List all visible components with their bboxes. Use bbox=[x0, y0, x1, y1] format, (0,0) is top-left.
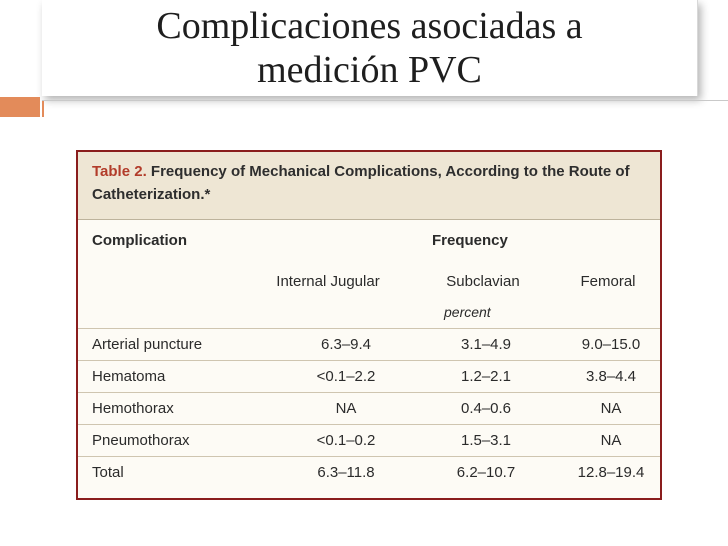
table-caption-text: Frequency of Mechanical Complications, According to the Route of Catheterization.* bbox=[92, 163, 630, 203]
row-separator bbox=[78, 360, 660, 361]
cell-pneumothorax-internal-jugular: <0.1–0.2 bbox=[316, 432, 376, 449]
row-label-pneumothorax: Pneumothorax bbox=[92, 432, 190, 449]
row-label-hemothorax: Hemothorax bbox=[92, 400, 174, 417]
cell-arterial-puncture-subclavian: 3.1–4.9 bbox=[460, 336, 512, 353]
cell-hematoma-subclavian: 1.2–2.1 bbox=[460, 368, 512, 385]
table-caption bbox=[78, 152, 660, 220]
cell-arterial-puncture-internal-jugular: 6.3–9.4 bbox=[320, 336, 372, 353]
slide-title-line-2: medición PVC bbox=[257, 49, 482, 91]
cell-hematoma-internal-jugular: <0.1–2.2 bbox=[316, 368, 376, 385]
slide-title bbox=[42, 4, 697, 92]
table-number: Table 2. bbox=[92, 163, 147, 180]
cell-pneumothorax-subclavian: 1.5–3.1 bbox=[460, 432, 512, 449]
accent-bar-right bbox=[42, 101, 44, 117]
row-label-arterial-puncture: Arterial puncture bbox=[92, 336, 203, 353]
unit-label: percent bbox=[444, 304, 491, 320]
row-label-total: Total bbox=[92, 464, 124, 481]
header-separator bbox=[78, 328, 660, 329]
header-complication: Complication bbox=[92, 232, 188, 249]
cell-hemothorax-subclavian: 0.4–0.6 bbox=[460, 400, 512, 417]
row-label-hematoma: Hematoma bbox=[92, 368, 166, 385]
cell-arterial-puncture-femoral: 9.0–15.0 bbox=[581, 336, 641, 353]
column-header-subclavian: Subclavian bbox=[446, 273, 520, 290]
complications-table-figure bbox=[76, 150, 662, 500]
column-header-internal-jugular: Internal Jugular bbox=[276, 273, 380, 290]
cell-total-internal-jugular: 6.3–11.8 bbox=[317, 464, 375, 481]
slide-title-line-1: Complicaciones asociadas a bbox=[156, 5, 583, 47]
column-header-femoral: Femoral bbox=[580, 273, 636, 290]
cell-hemothorax-internal-jugular: NA bbox=[335, 400, 357, 417]
cell-hemothorax-femoral: NA bbox=[600, 400, 622, 417]
header-frequency: Frequency bbox=[432, 232, 508, 249]
row-separator bbox=[78, 392, 660, 393]
cell-total-subclavian: 6.2–10.7 bbox=[456, 464, 516, 481]
cell-pneumothorax-femoral: NA bbox=[600, 432, 622, 449]
cell-total-femoral: 12.8–19.4 bbox=[577, 464, 645, 481]
accent-bar-left bbox=[0, 97, 40, 117]
row-separator bbox=[78, 424, 660, 425]
cell-hematoma-femoral: 3.8–4.4 bbox=[585, 368, 637, 385]
row-separator bbox=[78, 456, 660, 457]
title-divider bbox=[42, 100, 728, 101]
